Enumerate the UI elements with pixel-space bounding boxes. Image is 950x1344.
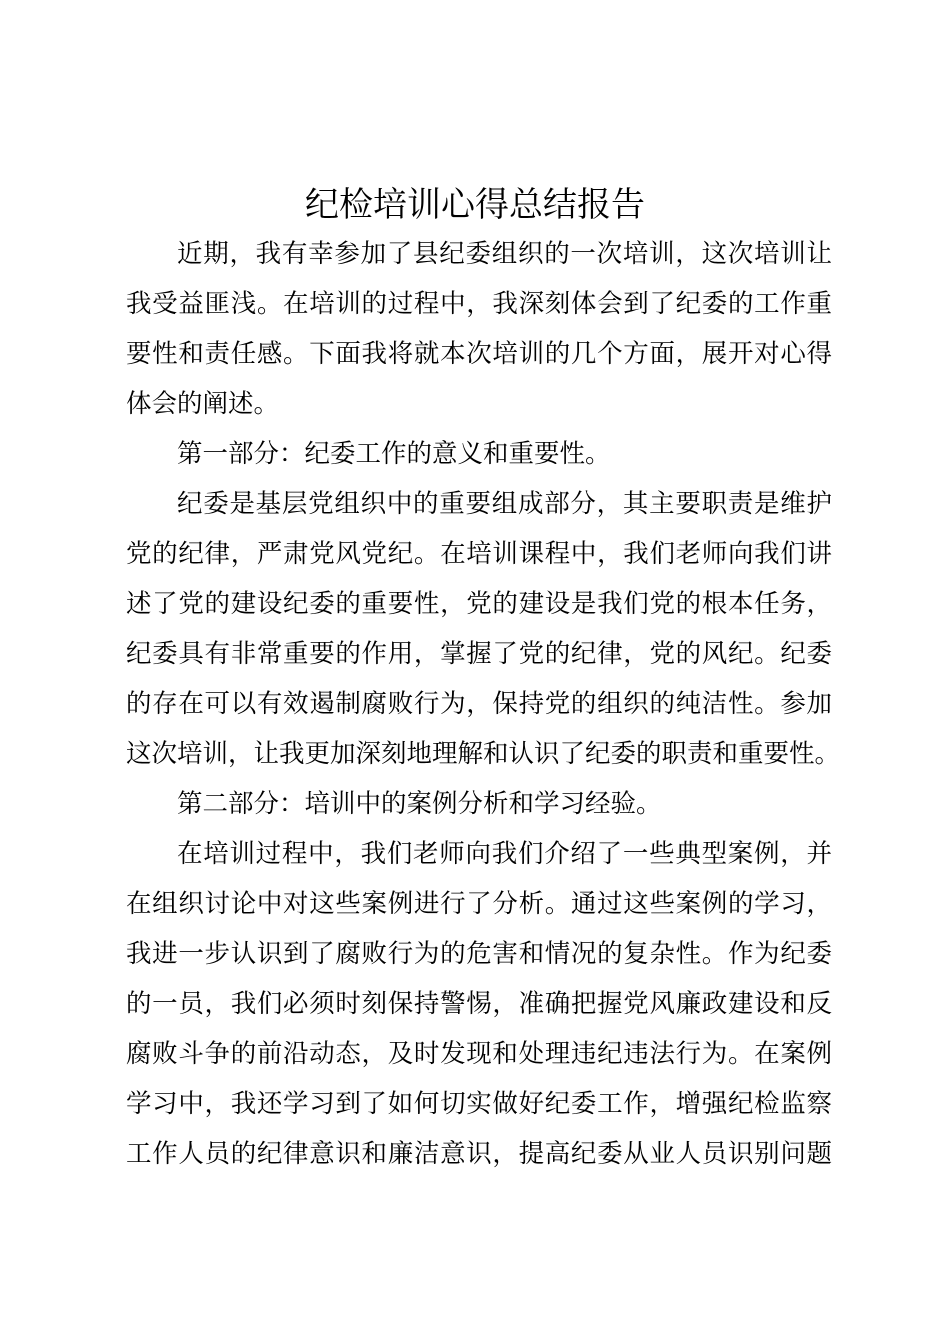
paragraph-line: 我进一步认识到了腐败行为的危害和情况的复杂性。作为纪委 — [126, 939, 832, 969]
section-heading: 第二部分：培训中的案例分析和学习经验。 — [177, 789, 662, 819]
paragraph-line: 述了党的建设纪委的重要性，党的建设是我们党的根本任务， — [126, 589, 832, 619]
paragraph-line: 这次培训，让我更加深刻地理解和认识了纪委的职责和重要性。 — [126, 739, 841, 769]
paragraph-line: 纪委具有非常重要的作用，掌握了党的纪律，党的风纪。纪委 — [126, 639, 832, 669]
paragraph-line: 党的纪律，严肃党风党纪。在培训课程中，我们老师向我们讲 — [126, 539, 832, 569]
paragraph-line: 要性和责任感。下面我将就本次培训的几个方面，展开对心得 — [126, 339, 832, 369]
paragraph-line: 的一员，我们必须时刻保持警惕，准确把握党风廉政建设和反 — [126, 989, 832, 1019]
paragraph-line: 在组织讨论中对这些案例进行了分析。通过这些案例的学习， — [126, 889, 832, 919]
paragraph-line: 腐败斗争的前沿动态，及时发现和处理违纪违法行为。在案例 — [126, 1039, 832, 1069]
section-heading: 第一部分：纪委工作的意义和重要性。 — [177, 439, 611, 469]
paragraph-line: 我受益匪浅。在培训的过程中，我深刻体会到了纪委的工作重 — [126, 289, 832, 319]
paragraph-line: 近期，我有幸参加了县纪委组织的一次培训，这次培训让 — [177, 239, 832, 269]
paragraph-line: 学习中，我还学习到了如何切实做好纪委工作，增强纪检监察 — [126, 1089, 832, 1119]
paragraph-line: 体会的阐述。 — [126, 389, 280, 419]
paragraph-line: 工作人员的纪律意识和廉洁意识，提高纪委从业人员识别问题 — [126, 1139, 832, 1169]
paragraph-line: 的存在可以有效遏制腐败行为，保持党的组织的纯洁性。参加 — [126, 689, 832, 719]
paragraph-line: 纪委是基层党组织中的重要组成部分，其主要职责是维护 — [177, 489, 832, 519]
document-title: 纪检培训心得总结报告 — [305, 185, 645, 225]
paragraph-line: 在培训过程中，我们老师向我们介绍了一些典型案例，并 — [177, 839, 832, 869]
